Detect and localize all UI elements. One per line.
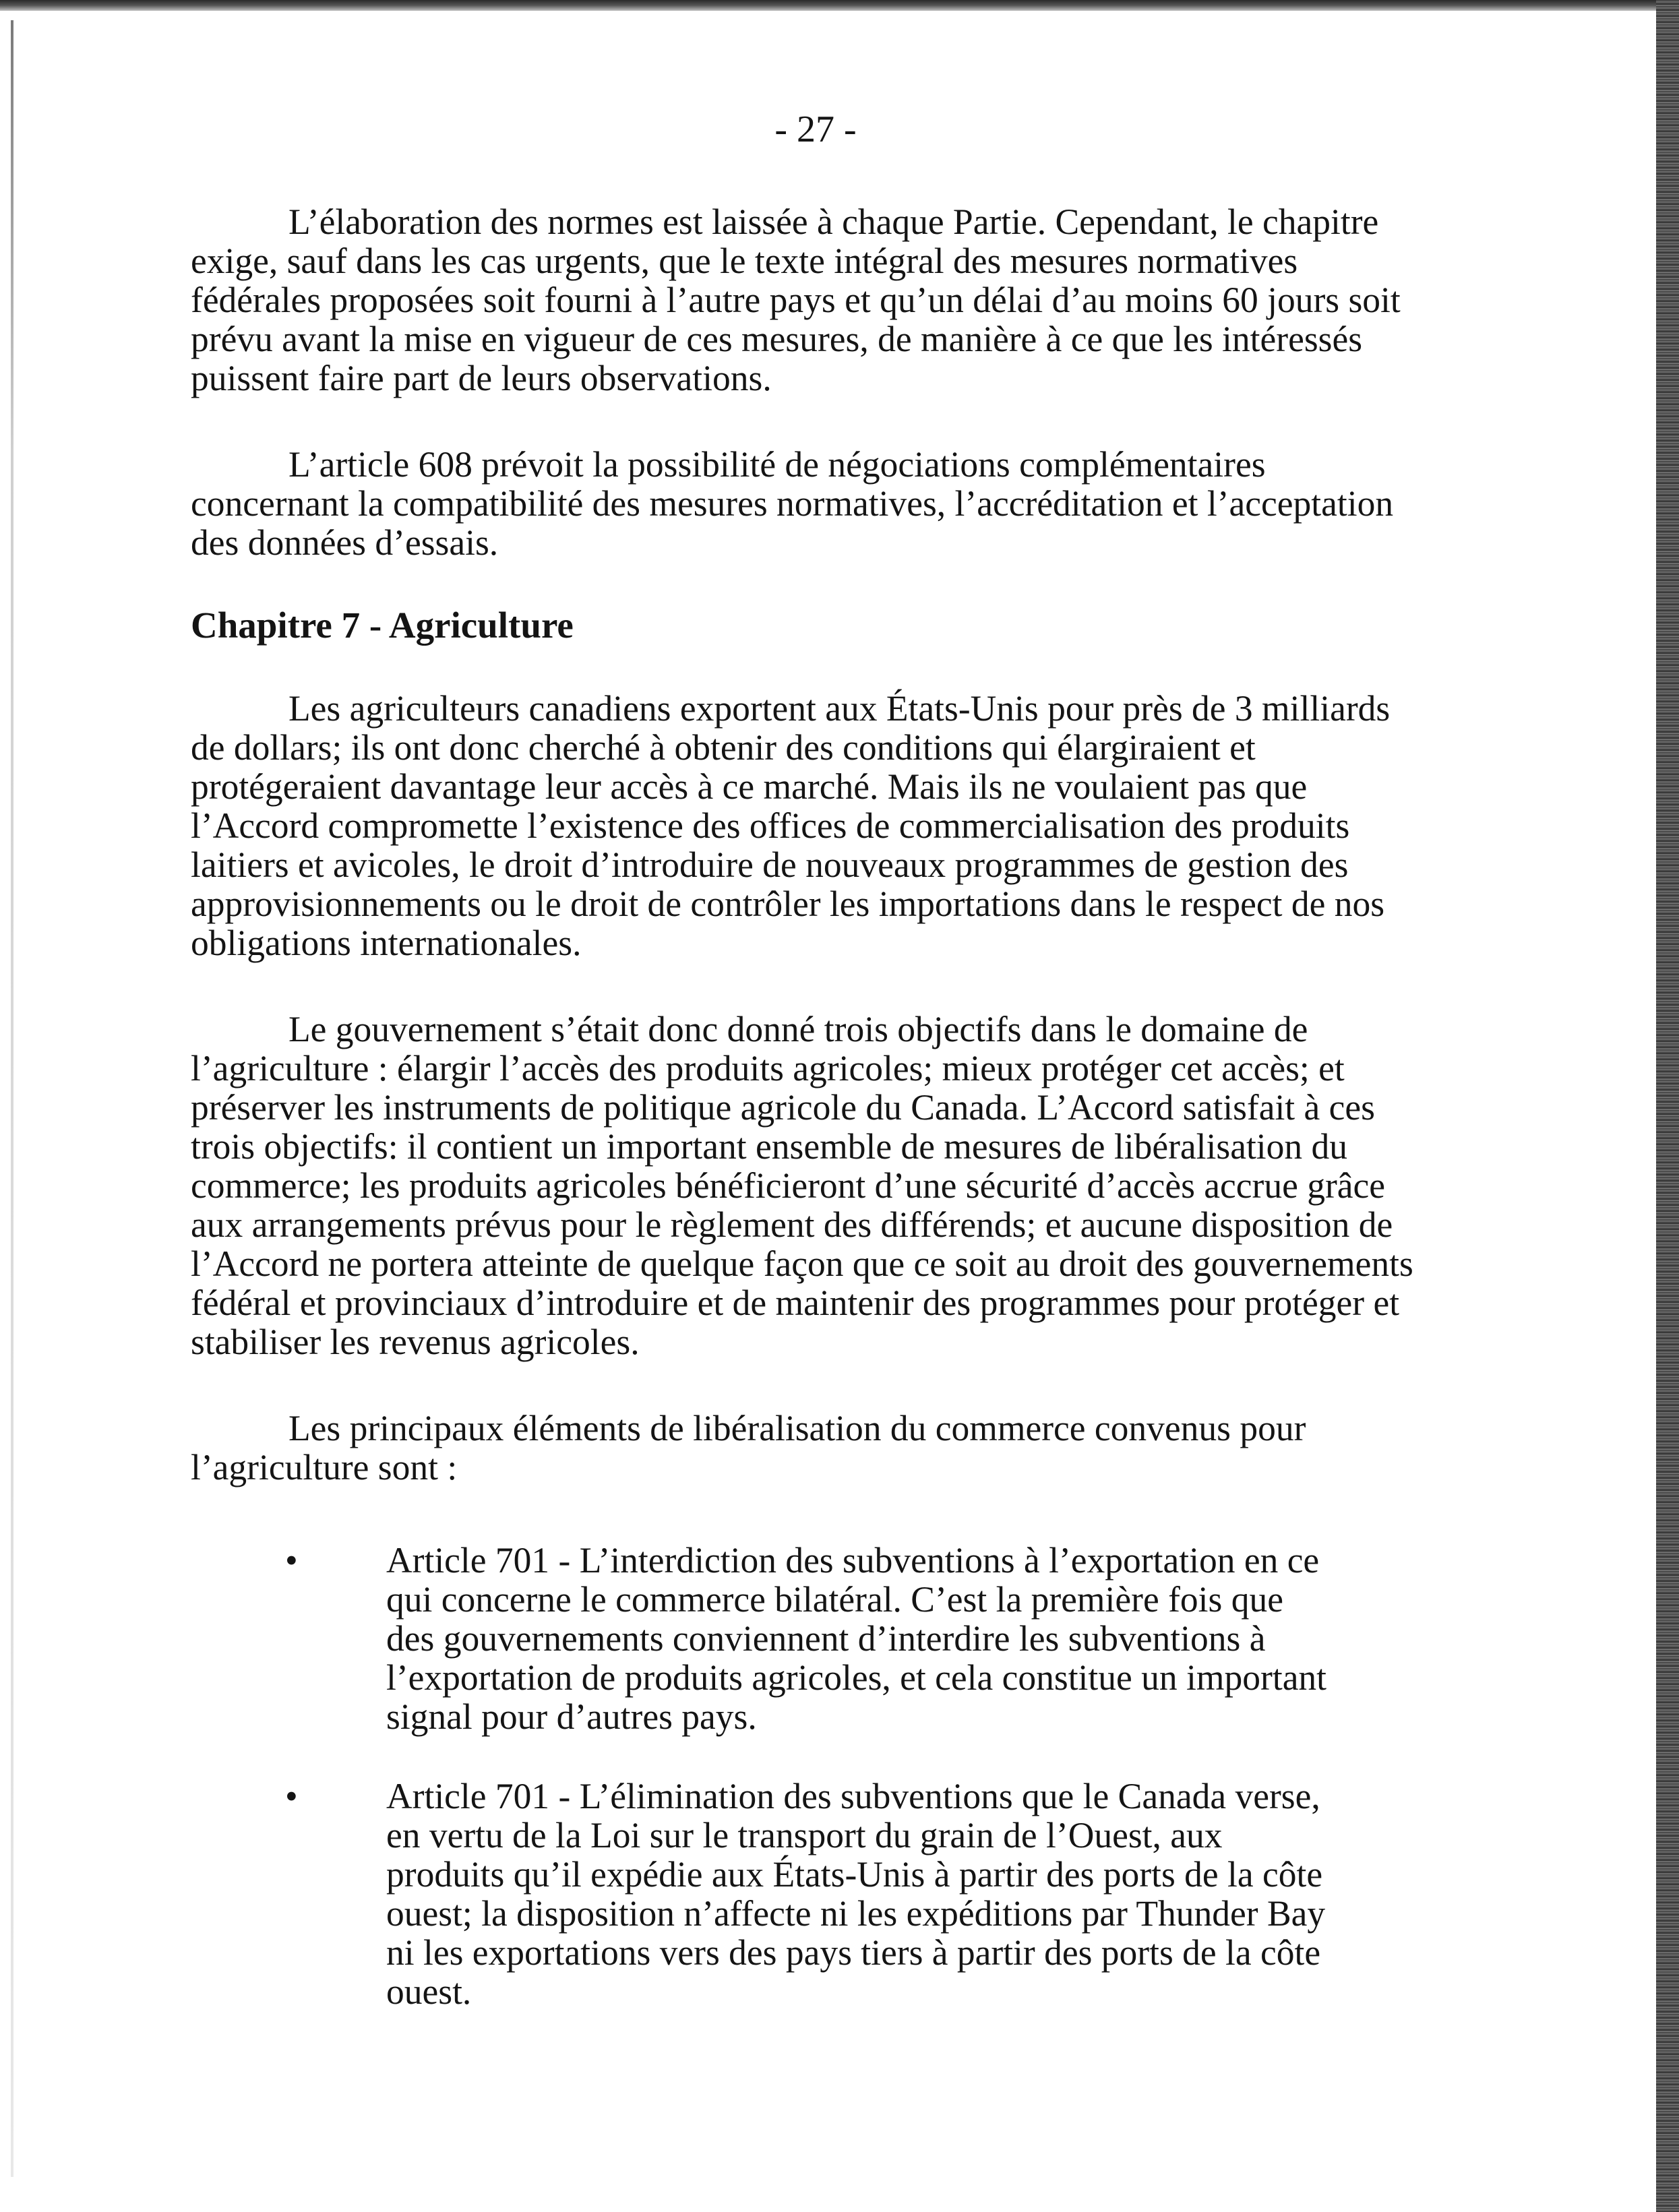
paragraph-standards: L’élaboration des normes est laissée à chaque Partie. Cependant, le chapitre exige, sauf dans les cas urgents, que le texte intégral des mesures normatives fédérales proposées soit fourni à l’autre pays et qu’un délai d’au moins 60 jours soit prévu avant la mise en vigueur de ces mesures, de manière à ce que les intéressés puissent faire part de leurs observations. <box>191 202 1401 398</box>
bullet-list <box>191 1541 1424 2011</box>
document-body <box>191 202 1424 2011</box>
paragraph-objectives: Le gouvernement s’était donc donné trois objectifs dans le domaine de l’agriculture : élargir l’accès des produits agricoles; mieux protéger cet accès; et préserver les instruments de politique agricole du Canada. L’Accord satisfait à ces trois objectifs: il contient un important ensemble de mesures de libéralisation du commerce; les produits agricoles bénéficieront d’une sécurité d’accès accrue grâce aux arrangements prévus pour le règlement des différends; et aucune disposition de l’Accord ne portera atteinte de quelque façon que ce soit au droit des gouvernements fédéral et provinciaux d’introduire et de maintenir des programmes pour protéger et stabiliser les revenus agricoles. <box>191 1009 1413 1362</box>
paragraph-farmers: Les agriculteurs canadiens exportent aux États-Unis pour près de 3 milliards de dollars; ils ont donc cherché à obtenir des conditions qui élargiraient et protégeraient davantage leur accès à ce marché. Mais ils ne voulaient pas que l’Accord compromette l’existence des offices de commercialisation des produits laitiers et avicoles, le droit d’introduire de nouveaux programmes de gestion des approvisionnements ou le droit de contrôler les importations dans le respect de nos obligations internationales. <box>191 688 1391 963</box>
section-heading: Chapitre 7 - Agriculture <box>191 605 574 646</box>
paragraph-article-608: L’article 608 prévoit la possibilité de négociations complémentaires concernant la compatibilité des mesures normatives, l’accréditation et l’acceptation des données d’essais. <box>191 444 1394 563</box>
paragraph-list-intro: Les principaux éléments de libéralisation du commerce convenus pour l’agriculture sont : <box>191 1408 1306 1487</box>
bullet-icon: • <box>285 1540 298 1580</box>
bullet-icon: • <box>285 1776 298 1816</box>
scan-edge-right <box>1656 0 1679 2212</box>
list-item <box>191 1777 1424 2011</box>
list-item-text: Article 701 - L’élimination des subventions que le Canada verse, en vertu de la Loi sur le transport du grain de l’Ouest, aux produits qu’il expédie aux États-Unis à partir des ports de la côte ouest; la disposition n’affecte ni les expéditions par Thunder Bay ni les exportations vers des pays tiers à partir des ports de la côte ouest. <box>386 1776 1326 2012</box>
page-number: - 27 - <box>774 109 857 150</box>
scan-edge-left <box>11 20 13 2177</box>
list-item <box>191 1541 1424 1736</box>
list-item-text: Article 701 - L’interdiction des subventions à l’exportation en ce qui concerne le commerce bilatéral. C’est la première fois que des gouvernements conviennent d’interdire les subventions à l’exportation de produits agricoles, et cela constitue un important signal pour d’autres pays. <box>386 1540 1327 1737</box>
scan-edge-top <box>0 0 1679 11</box>
bullet-list-wrapper <box>191 1541 1424 2011</box>
